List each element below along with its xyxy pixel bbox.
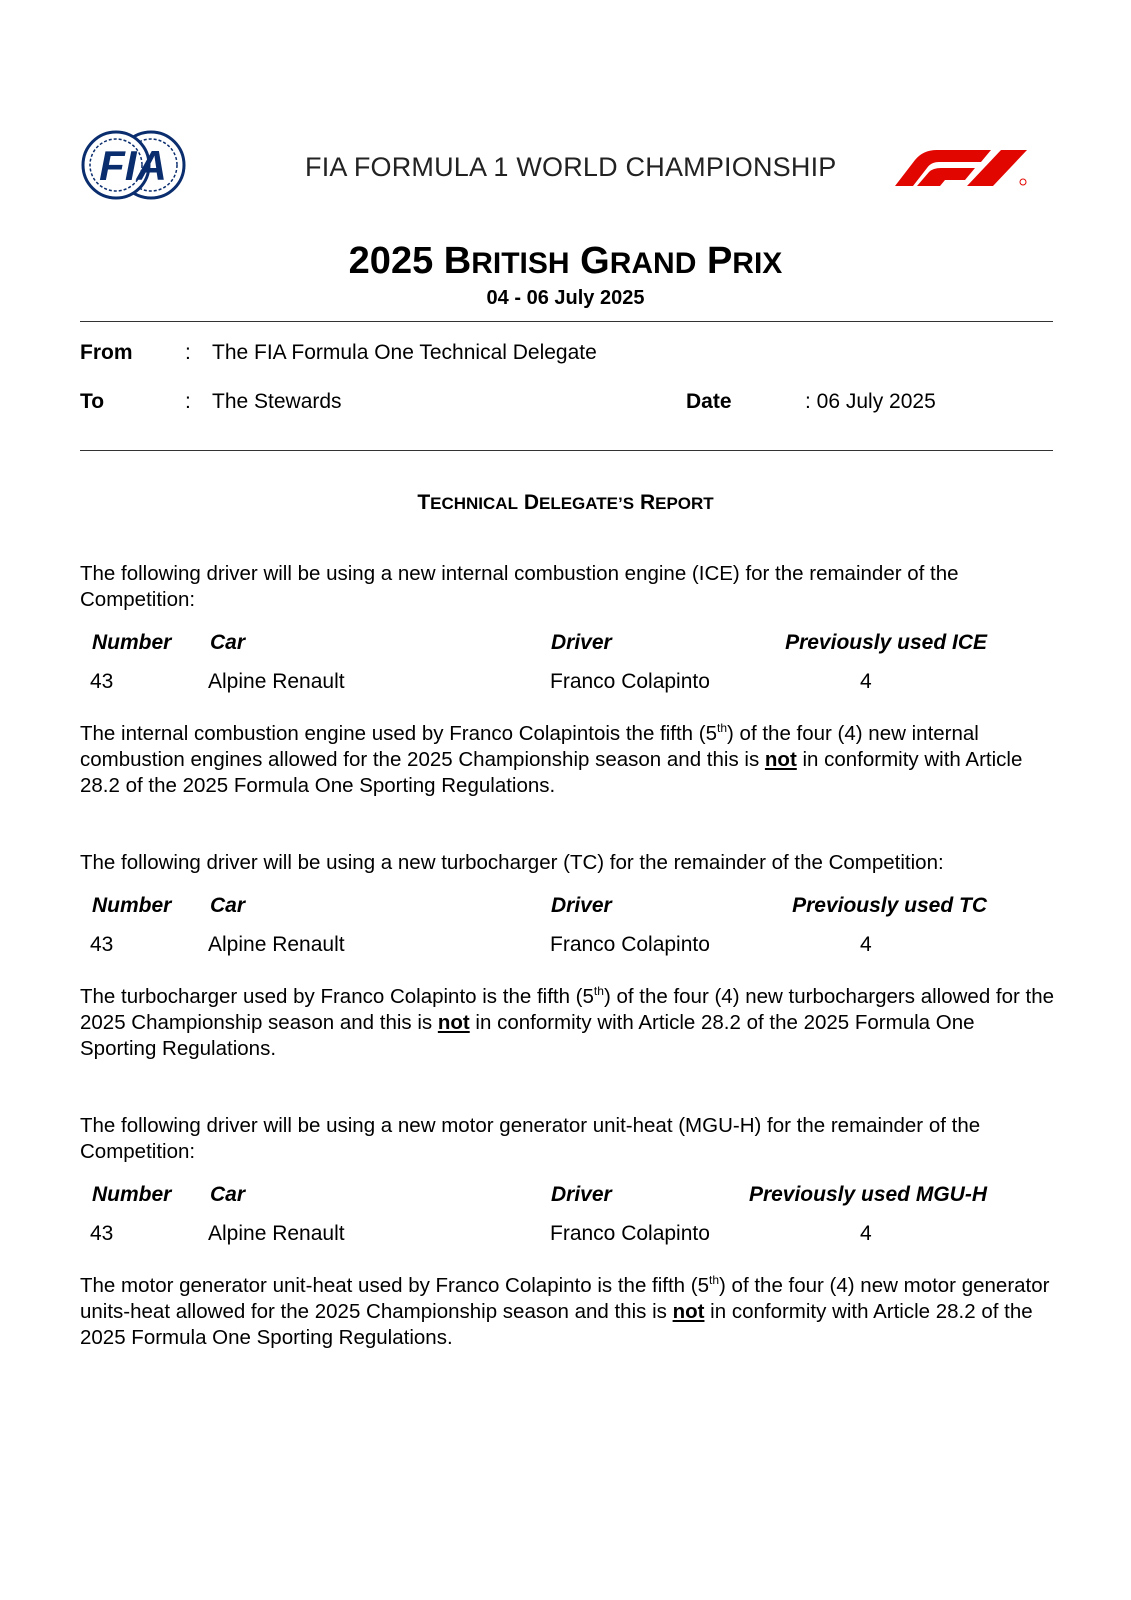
cell-driver: Franco Colapinto <box>550 933 710 956</box>
date-label: Date <box>686 390 732 413</box>
cell-number: 43 <box>90 670 114 693</box>
cell-previous: 4 <box>860 933 872 956</box>
section-conclusion: The turbocharger used by Franco Colapinto is the fifth (5th) of the four (4) new turbochargers allowed for the 2025 Championship season and this is not in conformity with Article 28.2 of the 2025 Formula One Sporting Regulations. <box>80 984 1055 1060</box>
section-intro: The following driver will be using a new motor generator unit-heat (MGU-H) for the remainder of the Competition: <box>80 1114 981 1163</box>
cell-car: Alpine Renault <box>208 933 345 956</box>
table-header-driver: Driver <box>551 1183 612 1206</box>
to-value: The Stewards <box>212 390 342 413</box>
cell-number: 43 <box>90 933 114 956</box>
section-intro: The following driver will be using a new turbocharger (TC) for the remainder of the Competition: <box>80 851 944 874</box>
cell-driver: Franco Colapinto <box>550 670 710 693</box>
section-conclusion: The internal combustion engine used by Franco Colapintois the fifth (5th) of the four (4) new internal combustion engines allowed for the 2025 Championship season and this is not in conformity with Article 28.2 of the 2025 Formula One Sporting Regulations. <box>80 721 1023 797</box>
cell-car: Alpine Renault <box>208 670 345 693</box>
divider <box>80 450 1053 451</box>
table-header-car: Car <box>210 1183 246 1206</box>
fia-logo-text: FIA <box>99 142 167 189</box>
cell-previous: 4 <box>860 670 872 693</box>
to-label: To <box>80 390 105 413</box>
page-title: 2025 BRITISH GRAND PRIX <box>348 240 783 282</box>
section-conclusion: The motor generator unit-heat used by Franco Colapinto is the fifth (5th) of the four (4) new motor generator units-heat allowed for the 2025 Championship season and this is not in conformity with Article 28.2 of the 2025 Formula One Sporting Regulations. <box>80 1273 1050 1349</box>
from-colon: : <box>185 341 191 364</box>
cell-number: 43 <box>90 1222 114 1245</box>
fia-logo <box>80 128 188 202</box>
cell-car: Alpine Renault <box>208 1222 345 1245</box>
championship-title: FIA FORMULA 1 WORLD CHAMPIONSHIP <box>305 152 837 182</box>
section-intro: The following driver will be using a new internal combustion engine (ICE) for the remainder of the Competition: <box>80 562 959 611</box>
from-value: The FIA Formula One Technical Delegate <box>212 341 597 364</box>
from-label: From <box>80 341 133 364</box>
table-header-number: Number <box>92 631 172 654</box>
divider <box>80 321 1053 322</box>
to-colon: : <box>185 390 191 413</box>
table-header-previous: Previously used MGU-H <box>748 1183 987 1206</box>
cell-driver: Franco Colapinto <box>550 1222 710 1245</box>
table-header-driver: Driver <box>551 631 612 654</box>
table-header-number: Number <box>92 894 172 917</box>
table-header-car: Car <box>210 631 246 654</box>
date-value: : 06 July 2025 <box>805 390 936 413</box>
table-header-number: Number <box>92 1183 172 1206</box>
table-header-previous: Previously used ICE <box>785 631 987 654</box>
table-header-car: Car <box>210 894 246 917</box>
event-dates: 04 - 06 July 2025 <box>486 287 645 309</box>
table-header-previous: Previously used TC <box>792 894 987 917</box>
cell-previous: 4 <box>860 1222 872 1245</box>
table-header-driver: Driver <box>551 894 612 917</box>
report-title: TECHNICAL DELEGATE’S REPORT <box>417 491 714 514</box>
f1-logo <box>895 146 1053 188</box>
